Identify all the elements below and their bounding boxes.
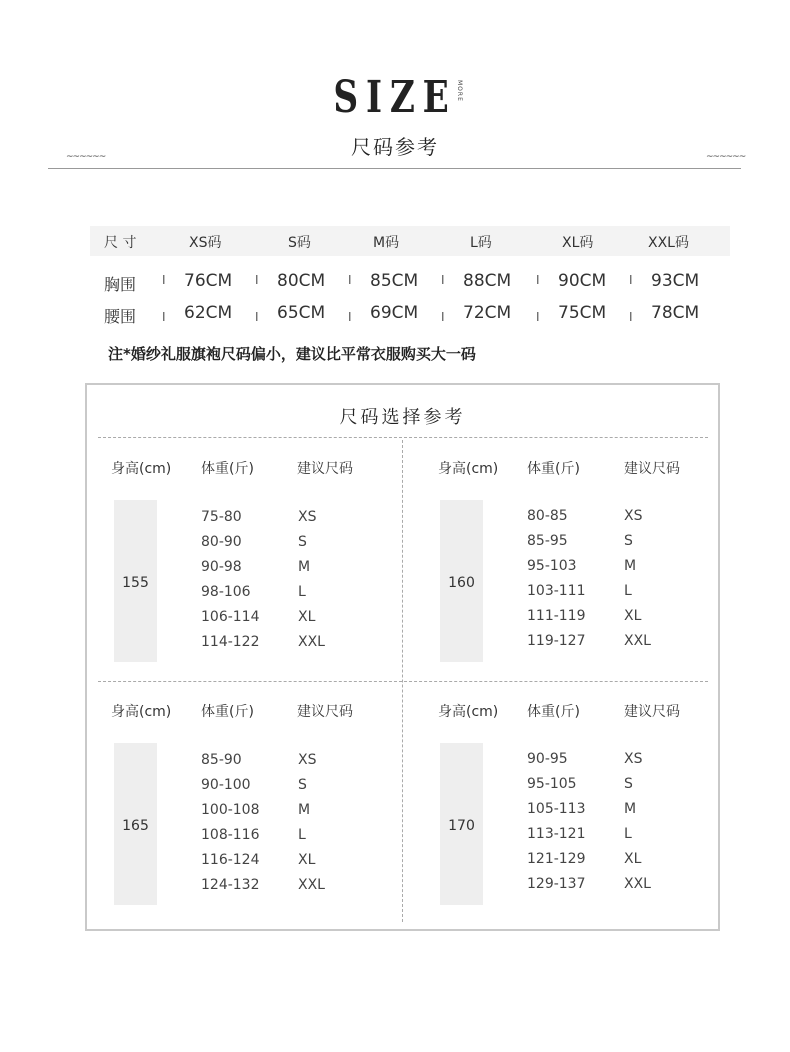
suggested-size: XL xyxy=(624,851,642,867)
suggested-size: M xyxy=(624,558,637,574)
column-separator: I xyxy=(441,310,445,324)
weight-range: 75-80 xyxy=(201,509,242,525)
dashed-divider xyxy=(98,681,708,682)
weight-range: 98-106 xyxy=(201,584,251,600)
weight-range: 95-103 xyxy=(527,558,577,574)
weight-range: 100-108 xyxy=(201,802,260,818)
column-header-size: 建议尺码 xyxy=(297,461,353,477)
suggested-size: L xyxy=(298,827,306,843)
size-value: 62CM xyxy=(184,303,233,323)
column-separator: I xyxy=(536,273,540,287)
size-value: 65CM xyxy=(277,303,326,323)
weight-range: 116-124 xyxy=(201,852,260,868)
weight-range: 114-122 xyxy=(201,634,260,650)
height-value: 155 xyxy=(122,575,149,591)
row-label: 腰围 xyxy=(104,307,137,326)
suggested-size: M xyxy=(298,802,311,818)
column-separator: I xyxy=(348,273,352,287)
logo-word: SIZE xyxy=(333,72,457,123)
weight-range: 108-116 xyxy=(201,827,260,843)
height-value: 160 xyxy=(448,575,475,591)
row-label: 胸围 xyxy=(104,275,137,294)
suggested-size: XS xyxy=(624,508,643,524)
weight-range: 90-95 xyxy=(527,751,568,767)
suggested-size: M xyxy=(624,801,637,817)
suggested-size: S xyxy=(624,533,633,549)
column-separator: I xyxy=(629,310,633,324)
size-note: 注*婚纱礼服旗袍尺码偏小，建议比平常衣服购买大一码 xyxy=(108,345,476,363)
suggested-size: XXL xyxy=(298,634,325,650)
weight-range: 124-132 xyxy=(201,877,260,893)
suggested-size: M xyxy=(298,559,311,575)
weight-range: 105-113 xyxy=(527,801,586,817)
size-table-header-band xyxy=(90,226,730,256)
size-value: 88CM xyxy=(463,271,512,291)
suggested-size: S xyxy=(624,776,633,792)
suggested-size: S xyxy=(298,534,307,550)
size-header-cell: XXL码 xyxy=(648,235,689,251)
height-value: 165 xyxy=(122,818,149,834)
weight-range: 113-121 xyxy=(527,826,586,842)
column-separator: I xyxy=(255,310,259,324)
weight-range: 121-129 xyxy=(527,851,586,867)
panel-title: 尺码选择参考 xyxy=(339,407,466,428)
column-separator: I xyxy=(536,310,540,324)
column-separator: I xyxy=(162,273,166,287)
weight-range: 90-100 xyxy=(201,777,251,793)
column-separator: I xyxy=(348,310,352,324)
size-value: 80CM xyxy=(277,271,326,291)
weight-range: 106-114 xyxy=(201,609,260,625)
suggested-size: L xyxy=(624,583,632,599)
column-separator: I xyxy=(629,273,633,287)
suggested-size: XXL xyxy=(624,633,651,649)
size-value: 69CM xyxy=(370,303,419,323)
size-header-cell: M码 xyxy=(373,235,400,251)
weight-range: 85-95 xyxy=(527,533,568,549)
suggested-size: XXL xyxy=(298,877,325,893)
column-separator: I xyxy=(255,273,259,287)
column-header-size: 建议尺码 xyxy=(297,704,353,720)
size-header-cell: 尺 寸 xyxy=(104,235,137,251)
size-value: 85CM xyxy=(370,271,419,291)
column-header-weight: 体重(斤) xyxy=(527,461,580,477)
weight-range: 111-119 xyxy=(527,608,586,624)
weight-range: 80-85 xyxy=(527,508,568,524)
size-header-cell: XS码 xyxy=(189,235,222,251)
size-value: 90CM xyxy=(558,271,607,291)
weight-range: 80-90 xyxy=(201,534,242,550)
column-header-weight: 体重(斤) xyxy=(527,704,580,720)
logo-more-text: MORE xyxy=(456,80,463,102)
size-value: 78CM xyxy=(651,303,700,323)
column-header-size: 建议尺码 xyxy=(624,461,680,477)
suggested-size: XS xyxy=(624,751,643,767)
column-header-height: 身高(cm) xyxy=(438,704,499,720)
suggested-size: XS xyxy=(298,752,317,768)
weight-range: 95-105 xyxy=(527,776,577,792)
column-header-weight: 体重(斤) xyxy=(201,704,254,720)
dashed-divider xyxy=(98,437,708,438)
size-value: 75CM xyxy=(558,303,607,323)
page-title: 尺码参考 xyxy=(351,135,439,159)
size-logo xyxy=(0,72,790,123)
column-header-height: 身高(cm) xyxy=(438,461,499,477)
dashed-divider-vertical xyxy=(402,440,403,922)
weight-range: 85-90 xyxy=(201,752,242,768)
suggested-size: XXL xyxy=(624,876,651,892)
column-header-size: 建议尺码 xyxy=(624,704,680,720)
suggested-size: XL xyxy=(298,609,316,625)
suggested-size: XL xyxy=(298,852,316,868)
height-value: 170 xyxy=(448,818,475,834)
size-value: 76CM xyxy=(184,271,233,291)
suggested-size: S xyxy=(298,777,307,793)
left-squiggle-decoration: ~~~~~~ xyxy=(66,152,106,162)
suggested-size: L xyxy=(624,826,632,842)
column-header-weight: 体重(斤) xyxy=(201,461,254,477)
size-header-cell: L码 xyxy=(470,235,492,251)
column-header-height: 身高(cm) xyxy=(111,704,172,720)
right-squiggle-decoration: ~~~~~~ xyxy=(706,152,746,162)
size-header-cell: XL码 xyxy=(562,235,594,251)
size-header-cell: S码 xyxy=(288,235,311,251)
suggested-size: L xyxy=(298,584,306,600)
column-separator: I xyxy=(441,273,445,287)
weight-range: 129-137 xyxy=(527,876,586,892)
weight-range: 103-111 xyxy=(527,583,586,599)
size-value: 72CM xyxy=(463,303,512,323)
suggested-size: XL xyxy=(624,608,642,624)
weight-range: 90-98 xyxy=(201,559,242,575)
column-header-height: 身高(cm) xyxy=(111,461,172,477)
column-separator: I xyxy=(162,310,166,324)
suggested-size: XS xyxy=(298,509,317,525)
weight-range: 119-127 xyxy=(527,633,586,649)
size-value: 93CM xyxy=(651,271,700,291)
header-divider xyxy=(48,168,741,169)
